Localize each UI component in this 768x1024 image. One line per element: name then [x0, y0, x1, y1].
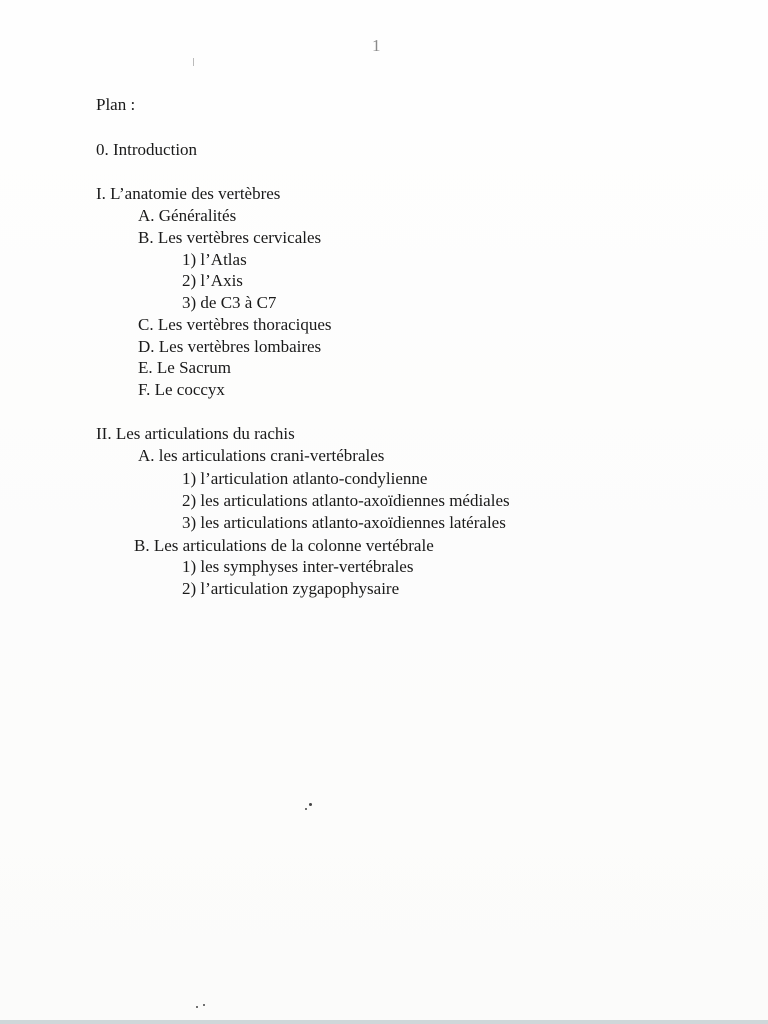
outline-item-1d: D. Les vertèbres lombaires: [138, 337, 322, 356]
scan-mark: [193, 58, 194, 66]
outline-subitem-2a3: 3) les articulations atlanto-axoïdiennes latérales: [182, 513, 506, 532]
scan-bottom-edge: [0, 1020, 768, 1024]
outline-subitem-2b1: 1) les symphyses inter-vertébrales: [182, 557, 414, 576]
outline-section-2-title: II. Les articulations du rachis: [96, 424, 295, 443]
scan-speck: [309, 803, 312, 806]
outline-subitem-1b1: 1) l’Atlas: [182, 250, 247, 269]
outline-item-2b: B. Les articulations de la colonne vertébrale: [134, 536, 434, 555]
plan-title: Plan :: [96, 95, 136, 114]
outline-item-1a: A. Généralités: [138, 206, 237, 225]
outline-item-1b: B. Les vertèbres cervicales: [138, 228, 322, 247]
outline-introduction: 0. Introduction: [96, 140, 198, 159]
page-number: 1: [372, 36, 382, 55]
outline-section-1-title: I. L’anatomie des vertèbres: [96, 184, 281, 203]
outline-subitem-1b3: 3) de C3 à C7: [182, 293, 277, 312]
outline-item-2a: A. les articulations crani-vertébrales: [138, 446, 385, 465]
outline-subitem-1b2: 2) l’Axis: [182, 271, 243, 290]
outline-subitem-2b2: 2) l’articulation zygapophysaire: [182, 579, 400, 598]
outline-item-1c: C. Les vertèbres thoraciques: [138, 315, 332, 334]
outline-item-1e: E. Le Sacrum: [138, 358, 231, 377]
scan-speck: [196, 1006, 198, 1008]
outline-item-1f: F. Le coccyx: [138, 380, 225, 399]
scan-speck: [305, 808, 307, 810]
outline-subitem-2a1: 1) l’articulation atlanto-condylienne: [182, 469, 428, 488]
outline-subitem-2a2: 2) les articulations atlanto-axoïdiennes médiales: [182, 491, 510, 510]
scan-speck: [203, 1004, 205, 1006]
